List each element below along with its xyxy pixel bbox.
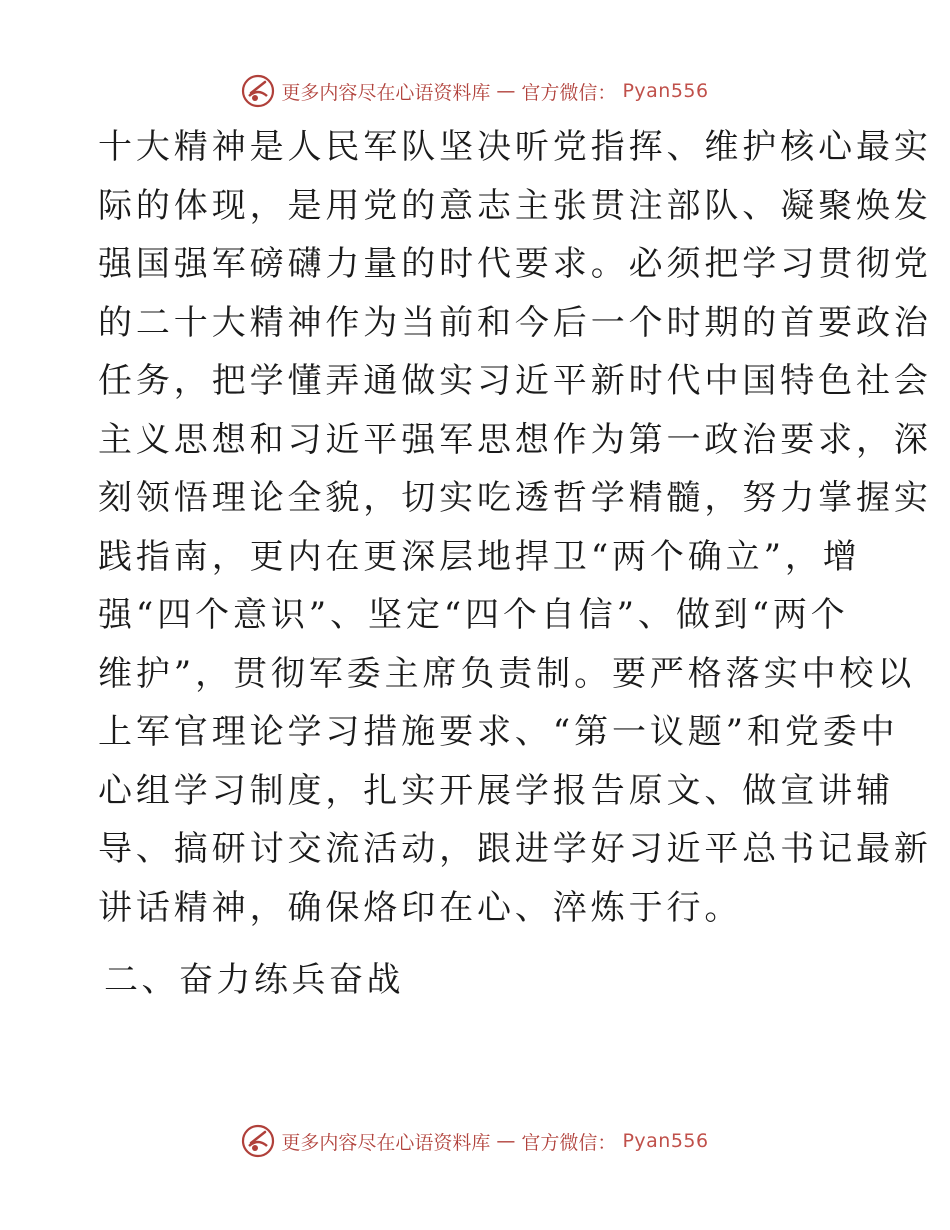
banner-account: Pyan556 [622,80,709,102]
paragraph-line: 践指南，更内在更深层地捍卫“两个确立”，增 [98,536,861,577]
book-quill-logo-icon [241,74,275,108]
banner-separator: — [496,1130,516,1152]
paragraph-line: 心组学习制度，扎实开展学报告原文、做宣讲辅 [98,770,894,811]
paragraph-line: 讲话精神，确保烙印在心、淬炼于行。 [98,887,743,928]
paragraph-line: 的二十大精神作为当前和今后一个时期的首要政治 [98,302,932,343]
banner-account: Pyan556 [622,1130,709,1152]
banner-text: 更多内容尽在心语资料库 [281,1131,491,1154]
banner-wechat-label: 官方微信： [521,1131,617,1154]
paragraph-line: 十大精神是人民军队坚决听党指挥、维护核心最实 [98,127,932,167]
banner-separator: — [496,80,516,102]
paragraph-line: 际的体现，是用党的意志主张贯注部队、凝聚焕发 [98,185,932,226]
banner-text: 更多内容尽在心语资料库 [281,81,491,104]
book-quill-logo-icon [241,1124,275,1158]
paragraph-line: 任务，把学懂弄通做实习近平新时代中国特色社会 [98,361,932,401]
paragraph-line: 主义思想和习近平强军思想作为第一政治要求，深 [98,419,932,460]
header-banner [0,74,950,108]
paragraph-line: 刻领悟理论全貌，切实吃透哲学精髓，努力掌握实 [98,478,932,518]
paragraph-line: 强“四个意识”、坚定“四个自信”、做到“两个 [98,595,849,635]
footer-banner [0,1124,950,1158]
paragraph-line: 导、搞研讨交流活动，跟进学好习近平总书记最新 [98,829,932,869]
paragraph-line: 强国强军磅礴力量的时代要求。必须把学习贯彻党 [98,244,932,284]
body-paragraph [98,118,932,937]
paragraph-line: 维护”，贯彻军委主席负责制。要严格落实中校以 [98,653,916,694]
paragraph-line: 上军官理论学习措施要求、“第一议题”和党委中 [98,712,899,752]
banner-wechat-label: 官方微信： [521,81,617,104]
section-heading: 二、奋力练兵奋战 [104,960,404,1000]
